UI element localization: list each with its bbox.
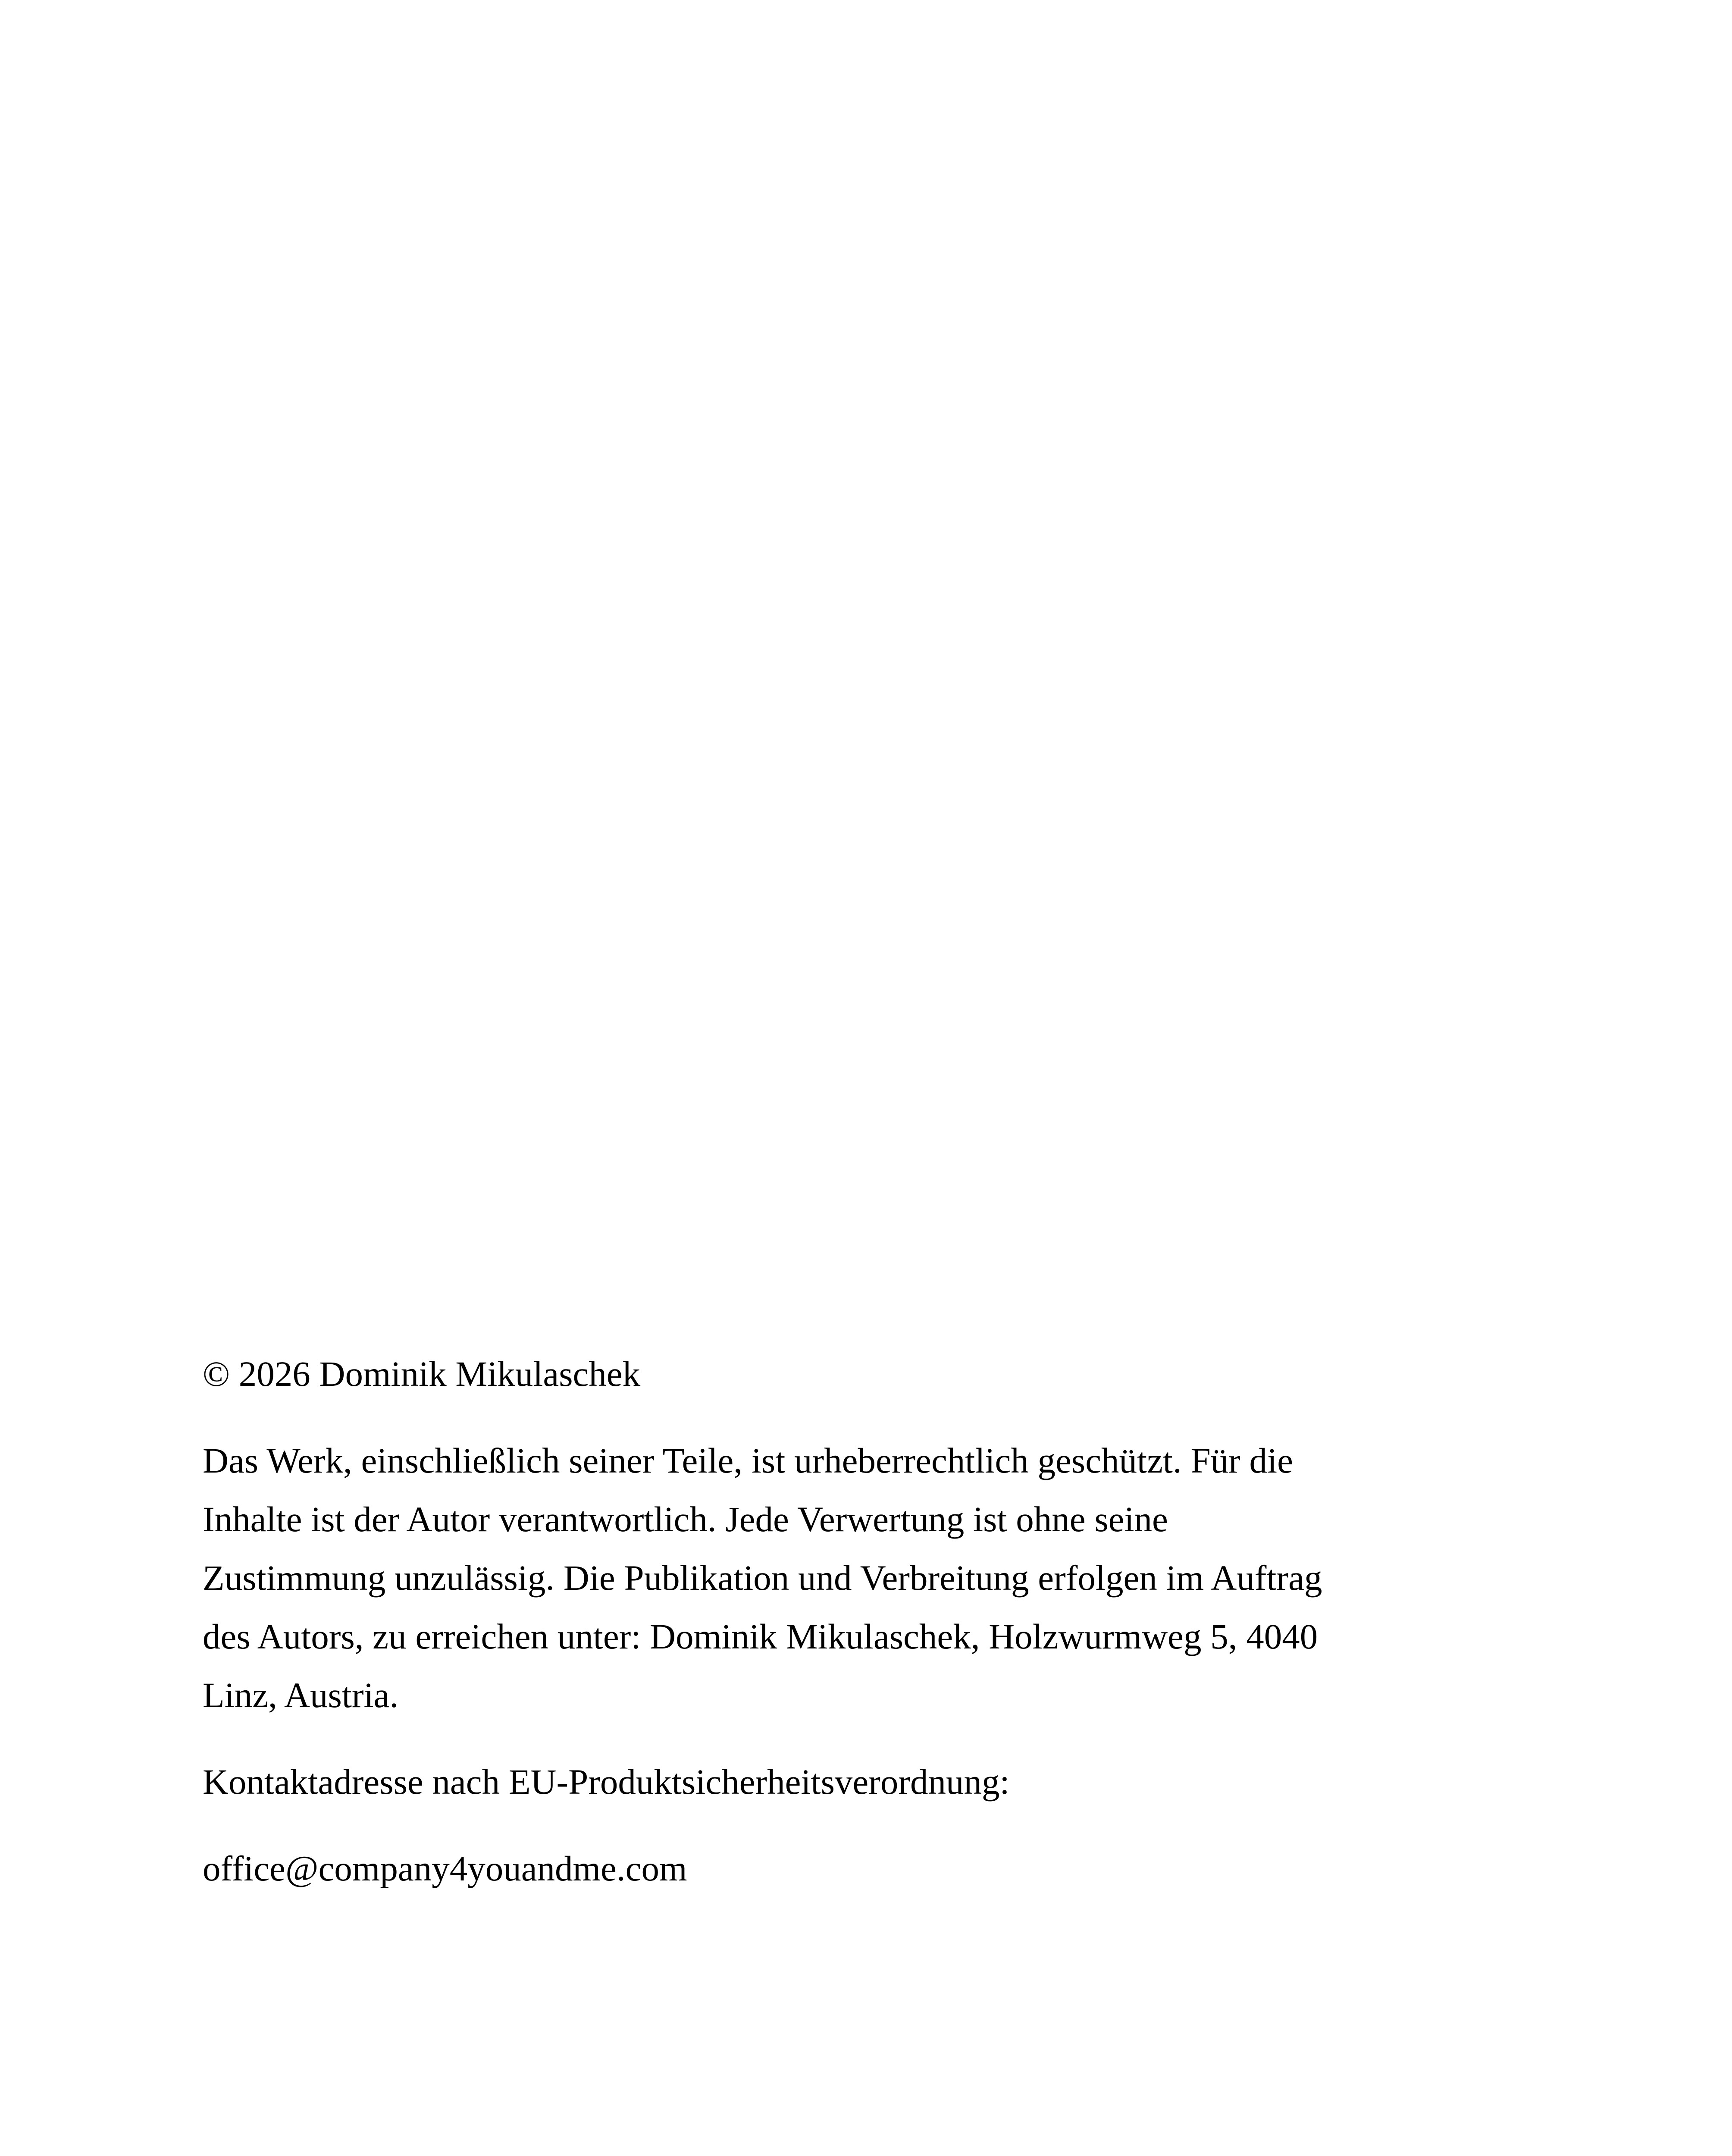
paragraph-line: Inhalte ist der Autor verantwortlich. Jede Verwertung ist ohne seine [203,1499,1168,1539]
paragraph-line: Das Werk, einschließlich seiner Teile, ist urheberrechtlich geschützt. Für die [203,1441,1293,1480]
contact-heading: Kontaktadresse nach EU-Produktsicherheitsverordnung: [203,1762,1010,1802]
copyright-line: © 2026 Dominik Mikulaschek [203,1354,641,1394]
paragraph-line: des Autors, zu erreichen unter: Dominik Mikulaschek, Holzwurmweg 5, 4040 [203,1617,1318,1656]
paragraph-line: Linz, Austria. [203,1675,399,1715]
copyright-paragraph [203,1431,1557,1724]
paragraph-line: Zustimmung unzulässig. Die Publikation und Verbreitung erfolgen im Auftrag [203,1558,1322,1598]
contact-email: office@company4youandme.com [203,1849,687,1888]
imprint-block [203,1344,1557,1926]
